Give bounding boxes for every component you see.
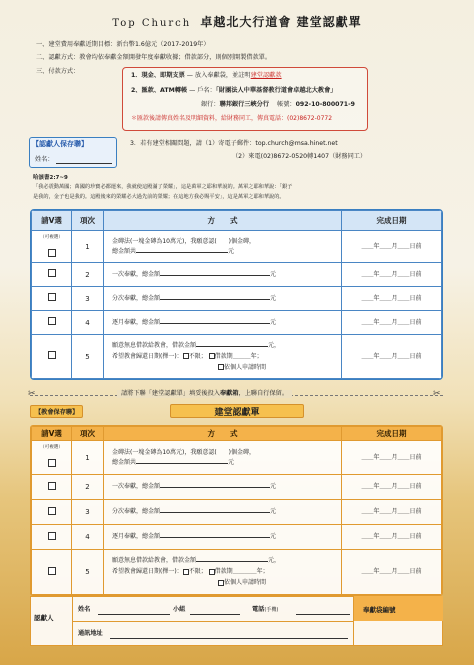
verse-line-1: 「我必震動萬國；萬國的珍寶必都運來，我就使這殿滿了榮耀」，這是萬軍之耶和華說的。萬軍之耶和華說：「銀子	[33, 184, 293, 190]
opt-no-limit: 不限；	[188, 352, 207, 360]
unit: 元，	[268, 341, 281, 349]
intro-line-1: 一、建堂費用奉獻近期目標：新台幣1.6億元（2017-2019年）	[36, 41, 210, 48]
optional-note: （可複選）	[40, 445, 63, 450]
row-number: 5	[72, 335, 104, 379]
title-en: Top Church	[112, 18, 192, 29]
amount-field[interactable]	[136, 252, 228, 253]
col-check: 請V選	[32, 427, 72, 441]
account-label: 帳號：	[277, 101, 296, 108]
option-1-checkbox[interactable]	[48, 249, 56, 257]
method-1-desc: — 放入奉獻袋，並註明	[186, 72, 251, 79]
col-method: 方 式	[104, 427, 342, 441]
scissors-icon: ✂	[433, 389, 441, 399]
address-label: 通訊地址	[78, 630, 103, 637]
optional-note: （可複選）	[40, 235, 63, 240]
row-description	[104, 500, 342, 525]
payment-method-2	[131, 87, 336, 95]
donor-label: 認獻人	[34, 614, 54, 622]
row-description	[104, 335, 342, 379]
phone-text: 電話	[252, 606, 265, 613]
unit: 元	[270, 270, 277, 278]
amount-field[interactable]	[160, 512, 270, 513]
amount-field[interactable]	[160, 323, 270, 324]
account-number: 092-10-800071-9	[295, 101, 355, 108]
bank-label: 銀行：	[201, 101, 220, 108]
loan-amount-field[interactable]	[196, 346, 268, 347]
keep-name-line[interactable]	[56, 163, 112, 164]
opt-personal: 依個人申請時間	[224, 579, 267, 586]
unit: 元，	[268, 557, 281, 564]
method-1-label: 1．現金、即期支票	[131, 72, 185, 79]
cut-text-b: 奉獻箱	[220, 390, 239, 397]
bank-line	[201, 101, 355, 109]
row-number: 1	[72, 441, 104, 475]
row-description	[104, 311, 342, 335]
unit: 元	[228, 247, 235, 255]
row-4-text: 逐月奉獻，總金額	[112, 533, 161, 540]
option-3-checkbox[interactable]	[48, 293, 56, 301]
row-description	[104, 550, 342, 595]
amount-field[interactable]	[160, 299, 270, 300]
amount-field[interactable]	[160, 275, 270, 276]
envelope-label: 奉獻袋編號	[363, 606, 396, 614]
table-row	[32, 525, 442, 550]
payment-method-1	[131, 72, 282, 80]
page-title	[0, 13, 474, 30]
group-field[interactable]	[190, 614, 240, 615]
table-row	[32, 287, 442, 311]
row-5-line-2: 希望教會歸還日期(擇一)：	[112, 568, 183, 575]
col-method: 方 式	[104, 211, 342, 231]
table-row	[32, 311, 442, 335]
title-zh: 卓越北大行道會 建堂認獻單	[200, 15, 362, 29]
name-label: 姓名	[78, 606, 91, 613]
verse-text	[33, 182, 445, 203]
loan-amount-field[interactable]	[196, 561, 268, 562]
pledge-table-keep	[30, 209, 443, 380]
name-field[interactable]	[98, 614, 170, 615]
row-number: 3	[72, 500, 104, 525]
date-field[interactable]: ＿＿年＿＿月＿＿日前	[342, 525, 442, 550]
row-number: 5	[72, 550, 104, 595]
option-3-checkbox[interactable]	[48, 507, 56, 515]
table-row	[32, 475, 442, 500]
option-4-checkbox[interactable]	[48, 532, 56, 540]
row-description	[104, 475, 342, 500]
unit: 元	[270, 294, 277, 302]
church-copy-label: 【教會保存聯】	[30, 405, 83, 418]
group-label: 小組	[173, 606, 186, 613]
row-description	[104, 441, 342, 475]
unit: 元	[270, 533, 277, 540]
opt-loan-term: 借款期＿＿＿年；	[214, 352, 263, 360]
church-copy-title: 建堂認獻單	[170, 404, 304, 418]
unit: 元	[228, 458, 235, 466]
envelope-number-field[interactable]	[354, 622, 443, 646]
row-3-text: 分次奉獻，總金額	[112, 508, 161, 515]
method-1-note: 建堂認獻款	[250, 72, 282, 79]
date-field[interactable]: ＿＿年＿＿月＿＿日前	[342, 335, 442, 379]
keep-copy-label: 【認獻人保存聯】	[32, 140, 88, 148]
date-field[interactable]: ＿＿年＿＿月＿＿日前	[342, 263, 442, 287]
date-field[interactable]: ＿＿年＿＿月＿＿日前	[342, 287, 442, 311]
address-field[interactable]	[110, 638, 348, 639]
date-field[interactable]: ＿＿年＿＿月＿＿日前	[342, 311, 442, 335]
opt-loan-term: 借款期＿＿＿＿年；	[214, 568, 269, 575]
row-1-line-1: 金磚法(一塊金磚為10萬元)，我願意認( )個金磚，	[112, 237, 255, 245]
opt-no-limit: 不限；	[188, 568, 207, 575]
table-row	[32, 231, 442, 263]
col-date: 完成日期	[342, 427, 442, 441]
row-number: 4	[72, 525, 104, 550]
option-2-checkbox[interactable]	[48, 269, 56, 277]
amount-field[interactable]	[160, 487, 270, 488]
row-2-text: 一次奉獻，總金額	[112, 483, 161, 490]
table-row	[32, 335, 442, 379]
pledge-table-church	[30, 425, 443, 596]
intro-line-2: 二、認獻方式：教會均依奉獻金額開發年度奉獻收據；借款部分，則個別開製借款單。	[36, 54, 272, 61]
date-field[interactable]: ＿＿年＿＿月＿＿日前	[342, 475, 442, 500]
row-description	[104, 525, 342, 550]
table-row	[32, 263, 442, 287]
phone-field[interactable]	[296, 614, 350, 615]
col-item: 項次	[72, 427, 104, 441]
method-2-label: 2、匯款、ATM轉帳	[131, 87, 188, 94]
verse-line-2: 是我的，金子也是我的。這殿後來的榮耀必大過先前的榮耀；在這地方我必賜平安」，這是萬軍之耶和華說的。	[33, 194, 285, 200]
row-1-line-1: 金磚法(一塊金磚為10萬元)，我願意認( )個金磚，	[112, 448, 255, 456]
intro-line-3: 三、付款方式：	[36, 68, 80, 75]
row-5-line-1: 願意無息借款給教會，借款金額	[112, 557, 197, 564]
row-5-line-1: 願意無息借款給教會，借款金額	[112, 341, 197, 349]
row-2-text: 一次奉獻，總金額	[112, 270, 161, 278]
amount-field[interactable]	[136, 463, 228, 464]
row-1-line-2: 總金額共	[112, 458, 137, 466]
option-4-checkbox[interactable]	[48, 317, 56, 325]
col-check: 請V選	[32, 211, 72, 231]
method-2-account-name: 「財團法人中華基督教行道會卓越北大教會」	[215, 87, 337, 94]
method-2-account-name-label: — 戶名：	[189, 87, 216, 94]
row-number: 2	[72, 475, 104, 500]
date-field[interactable]: ＿＿年＿＿月＿＿日前	[342, 231, 442, 263]
check-cell	[32, 231, 72, 263]
date-field[interactable]: ＿＿年＿＿月＿＿日前	[342, 500, 442, 525]
verse-reference: 哈該書2:7~9	[33, 175, 68, 181]
row-number: 2	[72, 263, 104, 287]
scissors-icon: ✂	[28, 389, 36, 399]
cut-instruction	[117, 390, 292, 398]
table-row	[32, 441, 442, 475]
option-5-checkbox[interactable]	[48, 351, 56, 359]
row-description	[104, 263, 342, 287]
row-number: 3	[72, 287, 104, 311]
cut-text-c: ，上聯自行保留。	[238, 390, 289, 397]
phone-note: (手機)	[264, 607, 279, 613]
row-4-text: 逐月奉獻，總金額	[112, 318, 161, 326]
option-5-checkbox[interactable]	[48, 567, 56, 575]
option-2-checkbox[interactable]	[48, 482, 56, 490]
unit: 元	[270, 508, 277, 515]
col-date: 完成日期	[342, 211, 442, 231]
row-1-line-2: 總金額共	[112, 247, 137, 255]
keep-name-label: 姓名：	[35, 156, 54, 163]
row-5-line-2: 希望教會歸還日期(擇一)：	[112, 352, 183, 360]
table-row	[32, 550, 442, 595]
date-field[interactable]: ＿＿年＿＿月＿＿日前	[342, 550, 442, 595]
contact-line-2: （2）來電(02)8672-0520轉1407（財務同工）	[232, 153, 367, 160]
cut-text-a: 請將下聯「建堂認獻單」填妥後投入	[121, 390, 220, 397]
row-3-text: 分次奉獻，總金額	[112, 294, 161, 302]
row-number: 4	[72, 311, 104, 335]
row-description	[104, 231, 342, 263]
row-description	[104, 287, 342, 311]
unit: 元	[270, 483, 277, 490]
opt-personal: 依個人申請時間	[224, 363, 267, 371]
phone-label	[252, 606, 278, 614]
bank-name: 聯邦銀行三峽分行	[219, 101, 270, 108]
contact-line-1: 3．若有建堂相關問題，請（1）寄電子郵件：top.church@msa.hinet.net	[130, 140, 338, 147]
date-field[interactable]: ＿＿年＿＿月＿＿日前	[342, 441, 442, 475]
option-1-checkbox[interactable]	[48, 459, 56, 467]
payment-note: ＊匯款後請傳真姓名及明細資料，給財務同工，傳真電話：(02)8672-0772	[131, 115, 333, 122]
unit: 元	[270, 318, 277, 326]
amount-field[interactable]	[160, 537, 270, 538]
table-row	[32, 500, 442, 525]
col-item: 項次	[72, 211, 104, 231]
divider	[72, 621, 353, 622]
row-number: 1	[72, 231, 104, 263]
